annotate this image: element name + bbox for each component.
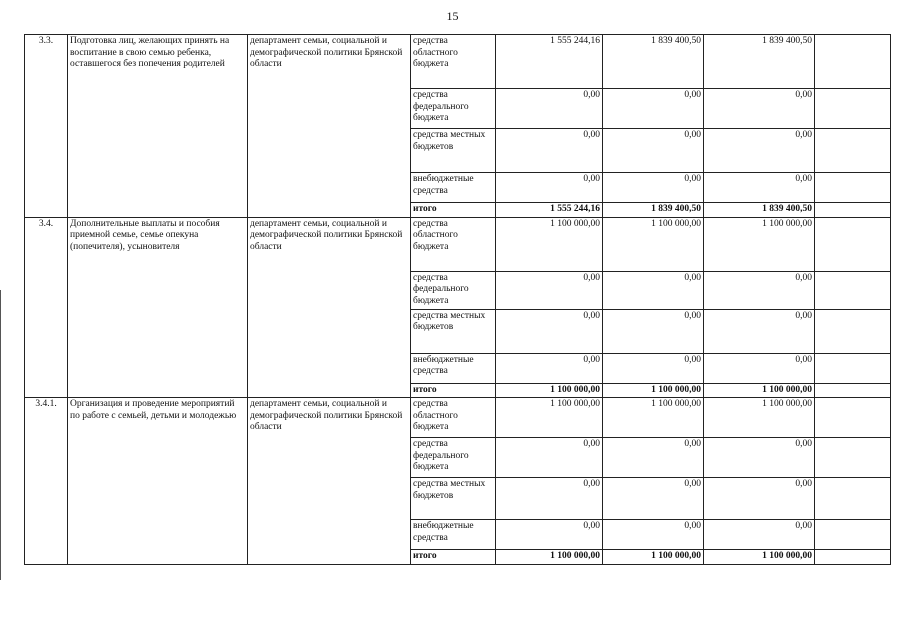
amount-year-2: 0,00: [603, 173, 704, 203]
table-row: [25, 398, 891, 438]
page-number: 15: [446, 9, 459, 23]
amount-year-3: 0,00: [704, 478, 815, 520]
item-name: Дополнительные выплаты и пособия приемной семье, семье опекуна (попечителя), усыновителя: [68, 217, 248, 398]
amount-year-3: 0,00: [704, 129, 815, 173]
empty-cell: [815, 309, 891, 353]
amount-year-3: 0,00: [704, 173, 815, 203]
item-name: Организация и проведение мероприятий по работе с семьей, детьми и молодежью: [68, 398, 248, 565]
amount-year-1: 0,00: [496, 309, 603, 353]
empty-cell: [815, 35, 891, 89]
amount-year-1: 1 100 000,00: [496, 217, 603, 271]
amount-year-2: 0,00: [603, 129, 704, 173]
funding-source-label: итого: [411, 550, 496, 565]
amount-year-2: 1 100 000,00: [603, 398, 704, 438]
funding-source-label: средства областного бюджета: [411, 398, 496, 438]
table-row: [25, 35, 891, 89]
amount-year-2: 0,00: [603, 309, 704, 353]
item-code: 3.4.: [25, 217, 68, 398]
amount-year-3: 0,00: [704, 309, 815, 353]
empty-cell: [815, 398, 891, 438]
funding-source-label: средства федерального бюджета: [411, 271, 496, 309]
amount-year-2: 0,00: [603, 271, 704, 309]
amount-year-3: 1 100 000,00: [704, 398, 815, 438]
responsible-department: департамент семьи, социальной и демографической политики Брянской области: [248, 398, 411, 565]
amount-year-3: 1 839 400,50: [704, 35, 815, 89]
funding-source-label: средства федерального бюджета: [411, 438, 496, 478]
amount-year-1: 1 100 000,00: [496, 383, 603, 398]
item-name: Подготовка лиц, желающих принять на воспитание в свою семью ребенка, оставшегося без попечения родителей: [68, 35, 248, 218]
amount-year-1: 0,00: [496, 353, 603, 383]
amount-year-3: 0,00: [704, 271, 815, 309]
funding-source-label: внебюджетные средства: [411, 520, 496, 550]
amount-year-2: 0,00: [603, 478, 704, 520]
amount-year-1: 0,00: [496, 271, 603, 309]
table-row: [25, 217, 891, 271]
amount-year-1: 0,00: [496, 478, 603, 520]
empty-cell: [815, 550, 891, 565]
table-body: [25, 35, 891, 565]
funding-source-label: средства местных бюджетов: [411, 478, 496, 520]
empty-cell: [815, 271, 891, 309]
amount-year-1: 1 100 000,00: [496, 398, 603, 438]
funding-source-label: средства местных бюджетов: [411, 309, 496, 353]
amount-year-2: 0,00: [603, 353, 704, 383]
amount-year-2: 1 839 400,50: [603, 35, 704, 89]
amount-year-3: 0,00: [704, 520, 815, 550]
item-code: 3.4.1.: [25, 398, 68, 565]
amount-year-2: 1 100 000,00: [603, 550, 704, 565]
amount-year-3: 0,00: [704, 89, 815, 129]
amount-year-1: 1 100 000,00: [496, 550, 603, 565]
amount-year-1: 0,00: [496, 520, 603, 550]
empty-cell: [815, 203, 891, 218]
amount-year-1: 0,00: [496, 173, 603, 203]
empty-cell: [815, 438, 891, 478]
funding-source-label: средства областного бюджета: [411, 217, 496, 271]
amount-year-2: 0,00: [603, 520, 704, 550]
funding-source-label: средства областного бюджета: [411, 35, 496, 89]
amount-year-2: 1 100 000,00: [603, 383, 704, 398]
responsible-department: департамент семьи, социальной и демографической политики Брянской области: [248, 35, 411, 218]
item-code: 3.3.: [25, 35, 68, 218]
empty-cell: [815, 173, 891, 203]
amount-year-1: 0,00: [496, 129, 603, 173]
budget-table: [24, 34, 891, 565]
amount-year-1: 0,00: [496, 89, 603, 129]
amount-year-2: 0,00: [603, 438, 704, 478]
amount-year-1: 1 555 244,16: [496, 203, 603, 218]
empty-cell: [815, 520, 891, 550]
responsible-department: департамент семьи, социальной и демографической политики Брянской области: [248, 217, 411, 398]
funding-source-label: внебюджетные средства: [411, 173, 496, 203]
funding-source-label: итого: [411, 383, 496, 398]
amount-year-1: 1 555 244,16: [496, 35, 603, 89]
amount-year-3: 0,00: [704, 353, 815, 383]
amount-year-2: 1 100 000,00: [603, 217, 704, 271]
amount-year-2: 0,00: [603, 89, 704, 129]
funding-source-label: средства федерального бюджета: [411, 89, 496, 129]
empty-cell: [815, 383, 891, 398]
amount-year-3: 1 100 000,00: [704, 217, 815, 271]
scan-edge-line: [0, 290, 1, 580]
empty-cell: [815, 129, 891, 173]
amount-year-1: 0,00: [496, 438, 603, 478]
amount-year-3: 1 839 400,50: [704, 203, 815, 218]
amount-year-3: 1 100 000,00: [704, 550, 815, 565]
empty-cell: [815, 353, 891, 383]
amount-year-3: 0,00: [704, 438, 815, 478]
empty-cell: [815, 89, 891, 129]
empty-cell: [815, 217, 891, 271]
amount-year-2: 1 839 400,50: [603, 203, 704, 218]
funding-source-label: средства местных бюджетов: [411, 129, 496, 173]
funding-source-label: внебюджетные средства: [411, 353, 496, 383]
amount-year-3: 1 100 000,00: [704, 383, 815, 398]
funding-source-label: итого: [411, 203, 496, 218]
empty-cell: [815, 478, 891, 520]
